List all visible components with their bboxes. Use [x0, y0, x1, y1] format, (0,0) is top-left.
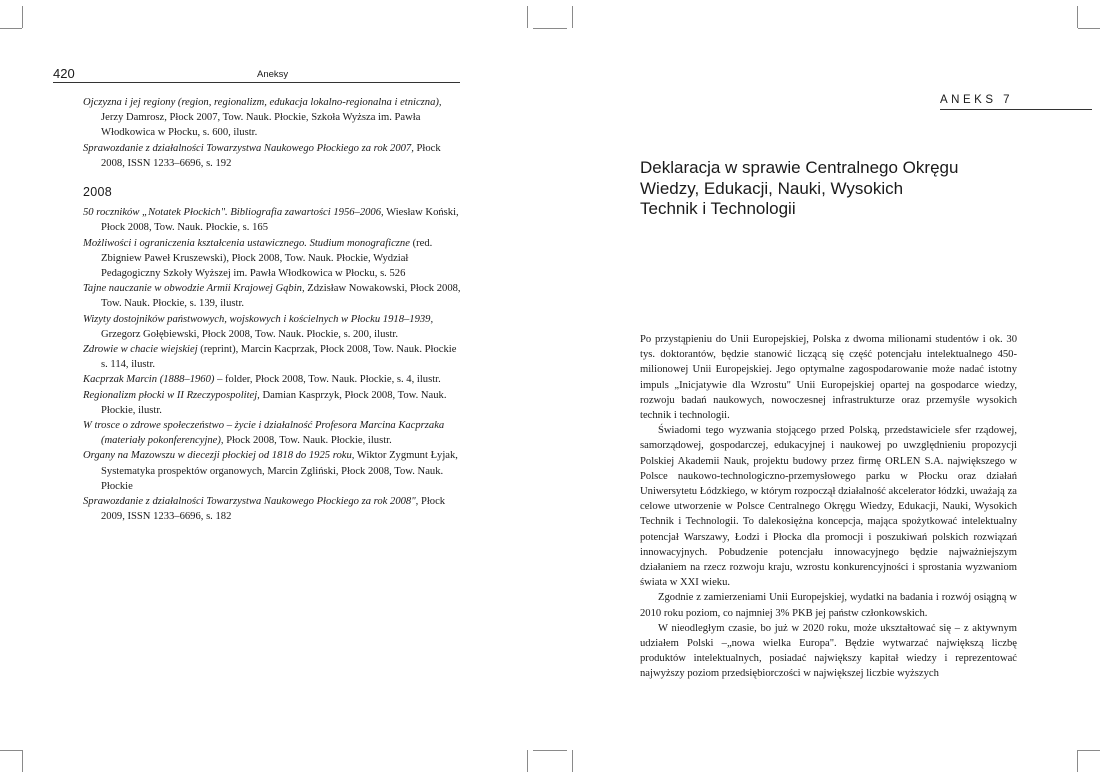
document-title: Deklaracja w sprawie Centralnego Okręgu Wiedzy, Edukacji, Nauki, Wysokich Technik i Technologii	[640, 158, 959, 218]
bibliography-entry	[83, 342, 463, 372]
body-paragraph: Po przystąpieniu do Unii Europejskiej, Polska z dwoma milionami studentów i ok. 30 tys. doktorantów, będzie stanowić liczącą się część potencjału intelektualnego 450-milionowej Unii Europejskiej. Jego optymalne zagospodarowanie może nadać istotny impuls „Inicjatywie dla Wzrostu" Unii Europejskiej opartej na gospodarce wiedzy, rozwoju badań naukowych, nowoczesnej infrastrukturze oraz przemyśle wysokich technik i technologii.	[640, 334, 1017, 422]
bibliography-entry	[83, 141, 463, 171]
entry-title: W trosce o zdrowe społeczeństwo – życie i działalność Profesora Marcina Kacprzaka (materiały pokonferencyjne),	[83, 420, 445, 447]
entry-title: Możliwości i ograniczenia kształcenia ustawicznego. Studium monograficzne	[83, 237, 410, 249]
entry-details: – folder, Płock 2008, Tow. Nauk. Płockie, s. 4, ilustr.	[214, 374, 441, 386]
entry-details: Damian Kasprzyk, Płock 2008, Tow. Nauk. Płockie, ilustr.	[101, 389, 447, 416]
entry-details: Wiktor Zygmunt Łyjak, Systematyka prospektów organowych, Marcin Zgliński, Płock 2008, Tow. Nauk. Płockie	[101, 450, 458, 492]
running-head: Aneksy	[257, 69, 289, 80]
entry-details: Grzegorz Gołębiewski, Płock 2008, Tow. Nauk. Płockie, s. 200, ilustr.	[101, 328, 399, 340]
bibliography-entry	[83, 312, 463, 342]
bibliography-entry	[83, 95, 463, 141]
entry-details: Płock 2008, ISSN 1233–6696, s. 192	[101, 142, 441, 169]
bibliography-entry	[83, 418, 463, 448]
entry-details: Płock 2009, ISSN 1233–6696, s. 182	[101, 496, 446, 523]
entry-details: Jerzy Damrosz, Płock 2007, Tow. Nauk. Płockie, Szkoła Wyższa im. Pawła Włodkowica w Płocku, s. 600, ilustr.	[101, 112, 421, 139]
right-page	[550, 0, 1100, 778]
bibliography-entry	[83, 494, 463, 524]
entry-details: Wiesław Koński, Płock 2008, Tow. Nauk. Płockie, s. 165	[101, 207, 459, 234]
entry-details: (red. Zbigniew Paweł Kruszewski), Płock 2008, Tow. Nauk. Płockie, Wydział Pedagogiczny Szkoły Wyższej im. Pawła Włodkowica w Płocku, s. 526	[101, 237, 433, 280]
entry-title: Tajne nauczanie w obwodzie Armii Krajowej Gąbin,	[83, 283, 305, 295]
entry-title: Sprawozdanie z działalności Towarzystwa Naukowego Płockiego za rok 2007,	[83, 142, 414, 154]
body-paragraph: Świadomi tego wyzwania stojącego przed Polską, przedstawiciele sfer rządowej, samorządowej, gospodarczej, edukacyjnej i naukowej po uwzględnieniu propozycji Polskiej Akademii Nauk, projektu budowy przez firmę ORLEN S.A. największego w Polsce naukowo-technologiczno-przemysłowego parku w Płocku oraz działań Uniwersytetu Łódzkiego, w którym rozpoczął działalność akcelerator łódzki, uważają za celowe utworzenie w Polsce Centralnego Okręgu Wiedzy, Edukacji, Nauki, Wysokich Technik i Technologii. To dalekosiężna koncepcja, mająca spożytkować intelektualny potencjał Warszawy, Łodzi i Płocka dla promocji i poszukiwań polskich rozwiązań innowacyjnych. Pobudzenie potencjału innowacyjnego będzie najważniejszym działaniem na rzecz rozwoju kraju, wzrostu konkurencyjności i sprostania wyzwaniom świata w XXI wieku.	[640, 425, 1017, 589]
bibliography-2007-block	[83, 95, 463, 171]
bibliography-entry	[83, 388, 463, 418]
bibliography-entry	[83, 448, 463, 494]
entry-details: Zdzisław Nowakowski, Płock 2008, Tow. Nauk. Płockie, s. 139, ilustr.	[101, 283, 461, 310]
entry-title: Organy na Mazowszu w diecezji płockiej od 1818 do 1925 roku,	[83, 450, 355, 462]
entry-title: Wizyty dostojników państwowych, wojskowych i kościelnych w Płocku 1918–1939,	[83, 313, 434, 325]
bibliography-entry	[83, 205, 463, 235]
entry-title: Zdrowie w chacie wiejskiej	[83, 344, 198, 356]
entry-title: Sprawozdanie z działalności Towarzystwa Naukowego Płockiego za rok 2008",	[83, 496, 419, 508]
page-number: 420	[53, 66, 75, 81]
bibliography-2008-block	[83, 205, 463, 524]
body-paragraph: Zgodnie z zamierzeniami Unii Europejskiej, wydatki na badania i rozwój osiągną w 2010 roku poziom, co najmniej 3% PKB jej państw członkowskich.	[640, 592, 1017, 619]
header-rule	[53, 82, 460, 83]
entry-details: (reprint), Marcin Kacprzak, Płock 2008, Tow. Nauk. Płockie s. 114, ilustr.	[101, 344, 457, 371]
bibliography-entry	[83, 281, 463, 311]
entry-title: Ojczyzna i jej regiony (region, regionalizm, edukacja lokalno-regionalna i etniczna),	[83, 97, 442, 108]
entry-title: Kacprzak Marcin (1888–1960)	[83, 374, 215, 386]
entry-title: Regionalizm płocki w II Rzeczypospolitej,	[83, 389, 260, 401]
annex-label: ANEKS 7	[940, 94, 1014, 106]
year-heading-2008: 2008	[83, 185, 113, 200]
bibliography-entry	[83, 236, 463, 282]
bibliography-list	[83, 95, 463, 524]
body-paragraph: W nieodległym czasie, bo już w 2020 roku, może ukształtować się – z aktywnym udziałem Polski –„nowa wielka Europa". Będzie wytwarzać największą liczbę produktów intelektualnych, posiadać największy kapitał wiedzy i reprezentować najwyższy poziom przedsiębiorczości w największej liczbie wyższych	[640, 622, 1017, 680]
annex-rule	[940, 109, 1092, 110]
entry-title: 50 roczników „Notatek Płockich". Bibliografia zawartości 1956–2006,	[83, 207, 384, 219]
entry-details: Płock 2008, Tow. Nauk. Płockie, ilustr.	[223, 435, 392, 447]
bibliography-entry	[83, 372, 463, 387]
body-text	[640, 332, 1017, 682]
